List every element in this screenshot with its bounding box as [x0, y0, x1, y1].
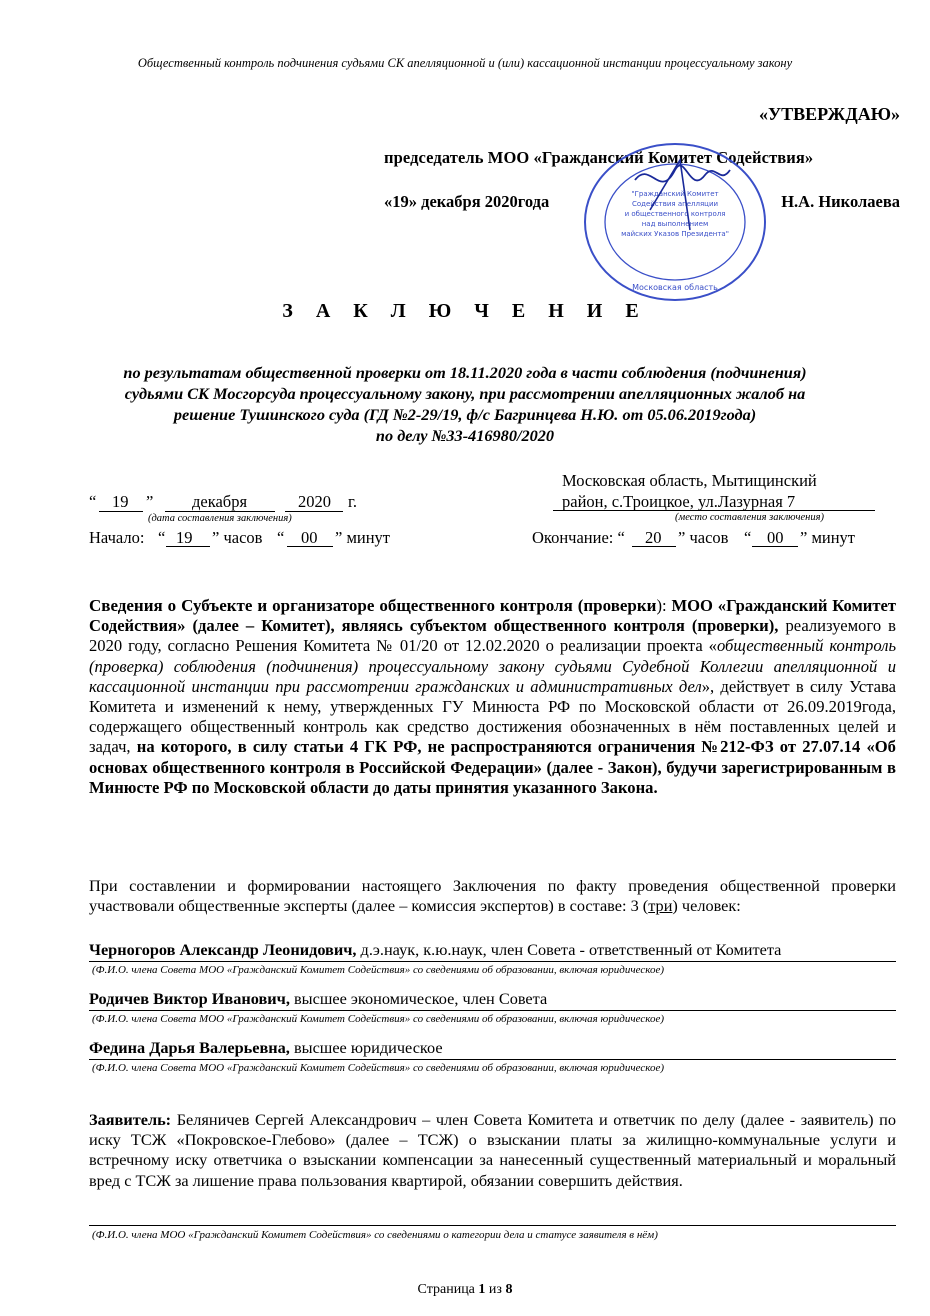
stamp-text-line: "Гражданский Комитет: [631, 190, 719, 198]
quote-close: ”: [146, 492, 154, 511]
place-underline: [553, 510, 875, 511]
end-minutes: 00: [767, 528, 784, 547]
start-minutes: 00: [301, 528, 318, 547]
start-quote: “: [158, 528, 166, 547]
date-hint: (дата составления заключения): [148, 513, 292, 524]
subject-section: Сведения о Субъекте и организаторе общественного контроля (проверки): МОО «Гражданский Комитет Содействия» (далее – Комитет), являясь субъектом общественного контроля (проверки), реализуемого в 2020 году, согласно Решения Комитета № 01/20 от 12.02.2020 о реализации проекта «общественный контроль (проверка) соблюдения (подчинения) процессуальному закону судьями Судебной Коллегии апелляционной и кассационной инстанции при рассмотрении гражданских и административных дел», действует в силу Устава Комитета и изменений к нему, утвержденных ГУ Минюста РФ по Московской области от 26.09.2019года, содержащего общественный контроль как средство достижения обозначенных в нём поставленных целей и задач, на которого, в силу статьи 4 ГК РФ, не распространяются ограничения №212-ФЗ от 27.07.14 «Об основах общественного контроля в Российской Федерации» (далее - Закон), будучи зарегистрированным в Минюсте РФ по Московской области до даты принятия указанного Закона.: [89, 596, 897, 797]
end-minutes-label: ” минут: [800, 528, 856, 547]
organization-stamp: [580, 140, 770, 305]
applicant-hint: (Ф.И.О. члена МОО «Гражданский Комитет Содействия» со сведениями о категории дела и статусе заявителя в нём): [92, 1229, 658, 1241]
place-line-1: Московская область, Мытищинский: [562, 471, 817, 490]
subtitle-line: по делу №33-416980/2020: [375, 426, 555, 445]
place-line-2: район, с.Троицкое, ул.Лазурная 7: [562, 492, 796, 511]
subtitle-line: решение Тушинского суда (ГД №2-29/19, ф/с Багринцева Н.Ю. от 05.06.2019года): [173, 405, 757, 424]
date-day: 19: [112, 492, 129, 511]
stamp-region: Московская область: [632, 283, 718, 292]
stamp-text-line: над выполнением: [641, 220, 709, 228]
chair-name: Н.А. Николаева: [781, 192, 900, 211]
end-hours-label: ” часов: [678, 528, 729, 547]
member-1: Черногоров Александр Леонидович, д.э.наук, к.ю.наук, член Совета - ответственный от Комитета: [89, 940, 782, 959]
start-minutes-label: ” минут: [335, 528, 391, 547]
place-hint: (место составления заключения): [675, 512, 824, 523]
date-month: декабря: [192, 492, 248, 511]
document-title: З А К Л Ю Ч Е Н И Е: [282, 300, 648, 322]
stamp-text-line: Содействия апелляции: [631, 200, 719, 208]
stamp-text-line: майских Указов Президента": [621, 230, 729, 238]
subtitle-line: судьями СК Мосгорсуда процессуальному закону, при рассмотрении апелляционных жалоб на: [124, 384, 806, 403]
quote-open: “: [89, 492, 97, 511]
date-year: 2020: [298, 492, 331, 511]
member-hint: (Ф.И.О. члена Совета МОО «Гражданский Комитет Содействия» со сведениями об образовании, включая юридическое): [92, 1062, 665, 1074]
header-note: Общественный контроль подчинения судьями СК апелляционной и (или) кассационной инстанции процессуальному закону: [137, 56, 793, 70]
end-label: Окончание: “: [532, 528, 625, 547]
date-year-suffix: г.: [348, 492, 358, 511]
start-quote-2: “: [277, 528, 285, 547]
place-of-drafting: [562, 470, 817, 512]
stamp-text-line: и общественного контроля: [624, 210, 726, 218]
page-footer: Страница 1 из 8: [417, 1282, 513, 1297]
start-hours: 19: [176, 528, 193, 547]
end-hours: 20: [645, 528, 662, 547]
chair-title: председатель МОО «Гражданский Комитет Содействия»: [384, 148, 814, 167]
start-hours-label: ” часов: [212, 528, 263, 547]
approval-heading: «УТВЕРЖДАЮ»: [758, 104, 900, 124]
member-2: Родичев Виктор Иванович, высшее экономическое, член Совета: [89, 989, 548, 1008]
document-subtitle: [80, 362, 850, 446]
member-hint: (Ф.И.О. члена Совета МОО «Гражданский Комитет Содействия» со сведениями об образовании, включая юридическое): [92, 1013, 665, 1025]
approval-date: «19» декабря 2020года: [384, 192, 550, 211]
end-quote-2: “: [744, 528, 752, 547]
applicant-paragraph: Заявитель: Беляничев Сергей Александрович – член Совета Комитета и ответчик по делу (далее - заявитель) по иску ТСЖ «Покровское-Глебово» (далее – ТСЖ) о взыскании платы за жилищно-коммунальные услуги и встречному иску ответчика о взыскании компенсации за нанесенный существенный материальный и моральный вред с ТСЖ за лишение права пользования квартирой, обязании совершить действия.: [89, 1110, 896, 1190]
start-label: Начало:: [89, 528, 145, 547]
member-3: Федина Дарья Валерьевна, высшее юридическое: [89, 1038, 443, 1057]
composition-paragraph: При составлении и формировании настоящего Заключения по факту проведения общественной проверки участвовали общественные эксперты (далее – комиссия экспертов) в составе: 3 (три) человек:: [89, 876, 896, 916]
subtitle-line: по результатам общественной проверки от 18.11.2020 года в части соблюдения (подчинения): [123, 363, 807, 382]
member-hint: (Ф.И.О. члена Совета МОО «Гражданский Комитет Содействия» со сведениями об образовании, включая юридическое): [92, 964, 665, 976]
